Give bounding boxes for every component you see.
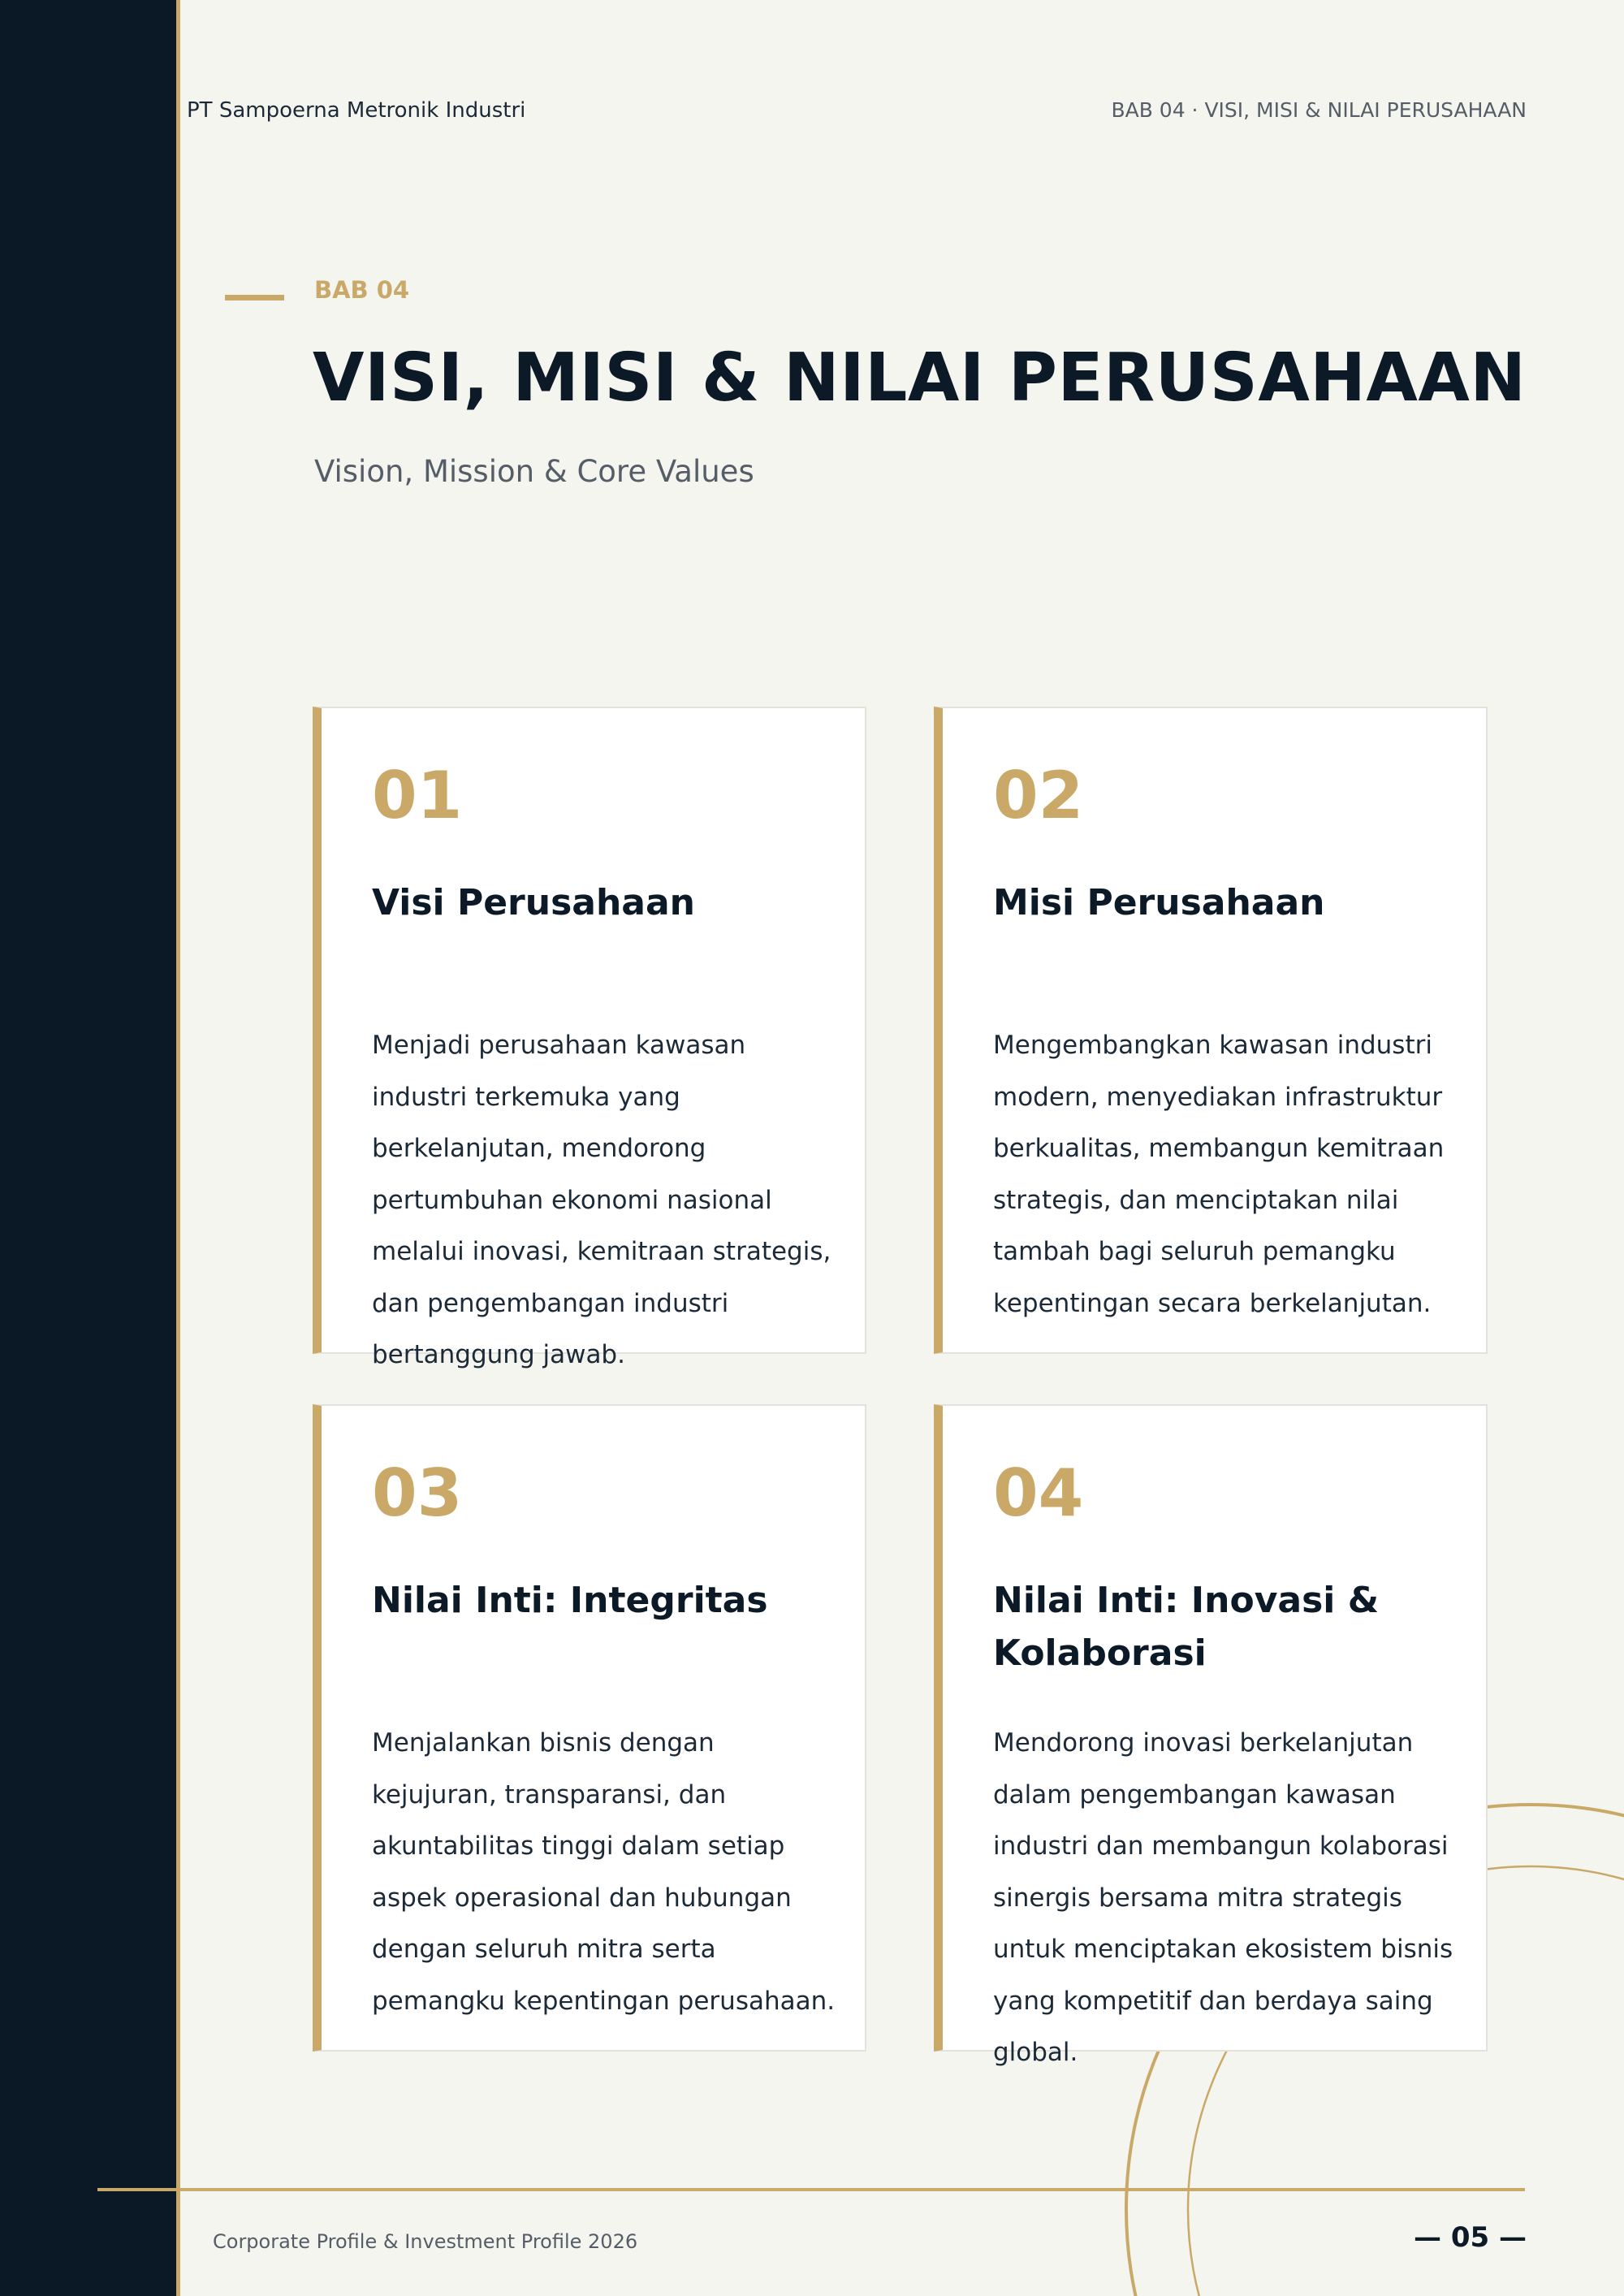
footer-document-title: Corporate Profile & Investment Profile 2026 [213,2230,638,2253]
header-company-name: PT Sampoerna Metronik Industri [187,98,526,123]
footer-rule [97,2188,1525,2191]
page-number: — 05 — [1414,2221,1527,2254]
page-subtitle: Vision, Mission & Core Values [314,454,754,489]
card-text: Menjadi perusahaan kawasan industri terkemuka yang berkelanjutan, mendorong pertumbuhan ekonomi nasional melalui inovasi, kemitraan strategis, dan pengembangan industri bertanggung jawab. [372,1031,831,1369]
page-title: VISI, MISI & NILAI PERUSAHAAN [313,339,1527,417]
card-integritas [313,1404,866,2052]
card-number: 03 [372,1455,463,1531]
card-visi [313,707,866,1369]
header-running-title: BAB 04 · VISI, MISI & NILAI PERUSAHAAN [1111,98,1527,122]
card-title: Nilai Inti: Inovasi & Kolaborasi [993,1580,1380,1674]
chapter-label: BAB 04 [314,276,410,304]
card-title: Misi Perusahaan [993,882,1325,923]
card-misi [934,707,1488,1354]
card-number: 04 [993,1455,1084,1531]
card-text: Menjalankan bisnis dengan kejujuran, transparansi, dan akuntabilitas tinggi dalam setiap aspek operasional dan hubungan dengan seluruh mitra serta pemangku kepentingan perusahaan. [372,1728,836,2016]
chapter-accent-rule [225,295,284,301]
card-text: Mendorong inovasi berkelanjutan dalam pengembangan kawasan industri dan membangun kolaborasi sinergis bersama mitra strategis untuk menciptakan ekosistem bisnis yang kompetitif dan berdaya saing global. [993,1728,1453,2067]
card-text: Mengembangkan kawasan industri modern, menyediakan infrastruktur berkualitas, membangun kemitraan strategis, dan menciptakan nilai tambah bagi seluruh pemangku kepentingan secara berkelanjutan. [993,1031,1445,1318]
card-title: Nilai Inti: Integritas [372,1580,768,1621]
card-number: 01 [372,758,463,833]
card-number: 02 [993,758,1084,833]
card-inovasi-kolaborasi [934,1404,1488,2067]
card-title: Visi Perusahaan [372,882,695,923]
